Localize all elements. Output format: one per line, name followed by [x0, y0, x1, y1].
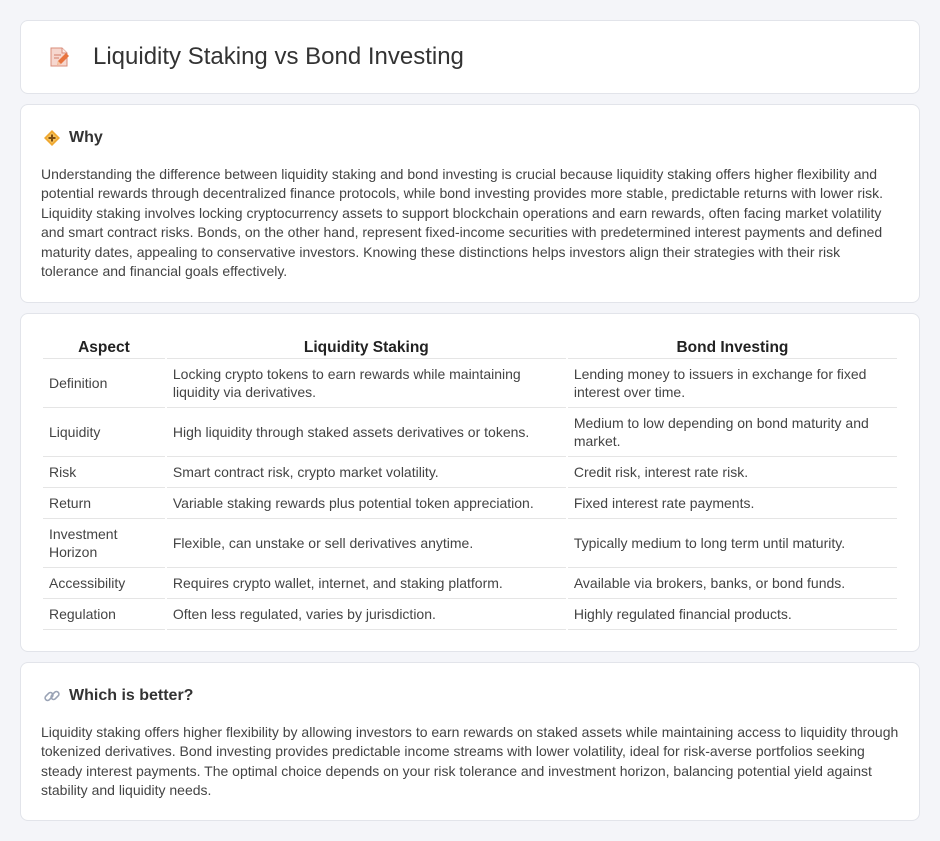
table-row: [43, 568, 897, 599]
row-bond: Highly regulated financial products.: [568, 599, 897, 630]
row-bond: Fixed interest rate payments.: [568, 488, 897, 519]
row-bond: Lending money to issuers in exchange for fixed interest over time.: [568, 359, 897, 408]
table-row: [43, 519, 897, 568]
comparison-table-card: [20, 313, 920, 652]
row-aspect: Investment Horizon: [43, 519, 165, 568]
link-icon: [43, 687, 61, 705]
row-staking: Smart contract risk, crypto market volatility.: [167, 457, 566, 488]
table-row: [43, 359, 897, 408]
row-staking: Requires crypto wallet, internet, and staking platform.: [167, 568, 566, 599]
which-is-better-section: [20, 662, 920, 821]
row-staking: Often less regulated, varies by jurisdiction.: [167, 599, 566, 630]
table-row: [43, 457, 897, 488]
page-title: Liquidity Staking vs Bond Investing: [93, 43, 464, 70]
why-section: [20, 104, 920, 303]
table-row: [43, 599, 897, 630]
table-header-row: [43, 335, 897, 359]
row-aspect: Regulation: [43, 599, 165, 630]
row-aspect: Accessibility: [43, 568, 165, 599]
row-aspect: Return: [43, 488, 165, 519]
row-aspect: Liquidity: [43, 408, 165, 457]
row-bond: Typically medium to long term until maturity.: [568, 519, 897, 568]
row-staking: Variable staking rewards plus potential token appreciation.: [167, 488, 566, 519]
row-staking: Flexible, can unstake or sell derivatives anytime.: [167, 519, 566, 568]
which-is-better-text: Liquidity staking offers higher flexibility by allowing investors to earn rewards on staked assets while maintaining access to liquidity through tokenized derivatives. Bond investing provides predictable income streams with lower volatility, ideal for risk-averse portfolios seeking steady interest payments. The optimal choice depends on your risk tolerance and investment horizon, balancing potential yield against stability and liquidity needs.: [41, 724, 899, 799]
row-staking: Locking crypto tokens to earn rewards while maintaining liquidity via derivatives.: [167, 359, 566, 408]
table-row: [43, 488, 897, 519]
comparison-table: [41, 335, 899, 630]
header-bond-investing: Bond Investing: [568, 335, 897, 359]
row-bond: Available via brokers, banks, or bond funds.: [568, 568, 897, 599]
which-is-better-title: Which is better?: [69, 687, 194, 704]
why-text: Understanding the difference between liquidity staking and bond investing is crucial because liquidity staking offers higher flexibility and potential rewards through decentralized finance protocols, while bond investing provides more stable, predictable returns with lower risk. Liquidity staking involves locking cryptocurrency assets to support blockchain operations and earn rewards, often facing market volatility and smart contract risks. Bonds, on the other hand, represent fixed-income securities with predetermined interest payments and defined maturity dates, appealing to conservative investors. Knowing these distinctions helps investors align their strategies with their risk tolerance and financial goals effectively.: [41, 166, 883, 280]
header-aspect: Aspect: [43, 335, 165, 359]
header-card: [20, 20, 920, 94]
document-pencil-icon: [47, 45, 71, 69]
table-row: [43, 408, 897, 457]
why-title: Why: [69, 129, 103, 146]
row-staking: High liquidity through staked assets derivatives or tokens.: [167, 408, 566, 457]
row-aspect: Definition: [43, 359, 165, 408]
header-liquidity-staking: Liquidity Staking: [167, 335, 566, 359]
diamond-sign-icon: [43, 129, 61, 147]
row-bond: Credit risk, interest rate risk.: [568, 457, 897, 488]
row-bond: Medium to low depending on bond maturity and market.: [568, 408, 897, 457]
row-aspect: Risk: [43, 457, 165, 488]
